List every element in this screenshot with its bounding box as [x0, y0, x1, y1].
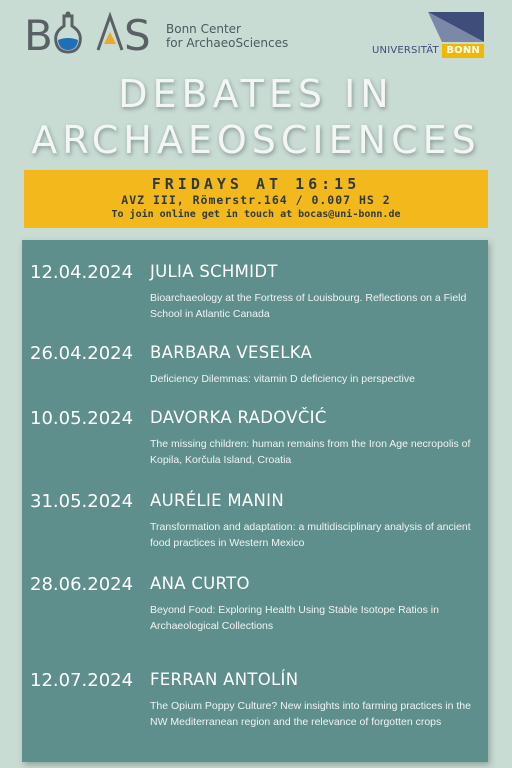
- talk-date: 12.04.2024: [30, 262, 134, 283]
- talk-title: Beyond Food: Exploring Health Using Stable Isotope Ratios in Archaeological Collections: [150, 604, 439, 632]
- org-name-line1: Bonn Center: [166, 22, 241, 36]
- talk-title: Transformation and adaptation: a multidisciplinary analysis of ancient food practices in Western Mexico: [150, 521, 471, 549]
- org-name: [166, 22, 288, 50]
- university-city: BONN: [442, 44, 484, 58]
- university-logo: [372, 12, 484, 58]
- talk-speaker: ANA CURTO: [150, 574, 250, 593]
- location-text: AVZ III, Römerstr.164 / 0.007 HS 2: [121, 193, 391, 207]
- talk-title: Bioarchaeology at the Fortress of Louisbourg. Reflections on a Field School in Atlantic Canada: [150, 292, 467, 320]
- page-title-line1: DEBATES IN: [118, 72, 394, 116]
- university-label: [372, 44, 484, 58]
- talk-date: 10.05.2024: [30, 408, 134, 429]
- talk-speaker: DAVORKA RADOVČIĆ: [150, 408, 327, 427]
- talk-speaker: BARBARA VESELKA: [150, 343, 313, 362]
- header: [0, 0, 512, 70]
- university-name: UNIVERSITÄT: [372, 45, 439, 56]
- talk-title: The missing children: human remains from the Iron Age necropolis of Kopila, Korčula Island, Croatia: [150, 438, 471, 466]
- page-title-line2: ARCHAEOSCIENCES: [31, 118, 481, 162]
- org-name-line2: for ArchaeoSciences: [166, 36, 289, 50]
- flask-icon: [56, 12, 81, 53]
- talk-program-panel: [22, 240, 488, 762]
- talk-speaker: JULIA SCHMIDT: [150, 262, 278, 281]
- talk-date: 26.04.2024: [30, 343, 134, 364]
- svg-text:S: S: [124, 11, 151, 56]
- talk-date: 28.06.2024: [30, 574, 134, 595]
- talk-date: 12.07.2024: [30, 670, 134, 691]
- talk-title: Deficiency Dilemmas: vitamin D deficiency in perspective: [150, 373, 415, 385]
- talk-title: The Opium Poppy Culture? New insights into farming practices in the NW Mediterranean region and the relevance of forgotten crops: [150, 700, 471, 728]
- university-emblem-icon: [372, 12, 484, 42]
- talk-speaker: AURÉLIE MANIN: [150, 491, 284, 510]
- schedule-banner: [24, 170, 488, 228]
- tip-icon: [98, 16, 122, 50]
- boas-logo-graphic: [24, 10, 164, 56]
- talk-speaker: FERRAN ANTOLÍN: [150, 670, 299, 689]
- svg-text:B: B: [24, 11, 53, 56]
- online-info-text: To join online get in touch at bocas@uni-bonn.de: [111, 209, 401, 220]
- boas-logo: [24, 10, 164, 56]
- schedule-text: FRIDAYS AT 16:15: [151, 175, 361, 193]
- talk-date: 31.05.2024: [30, 491, 134, 512]
